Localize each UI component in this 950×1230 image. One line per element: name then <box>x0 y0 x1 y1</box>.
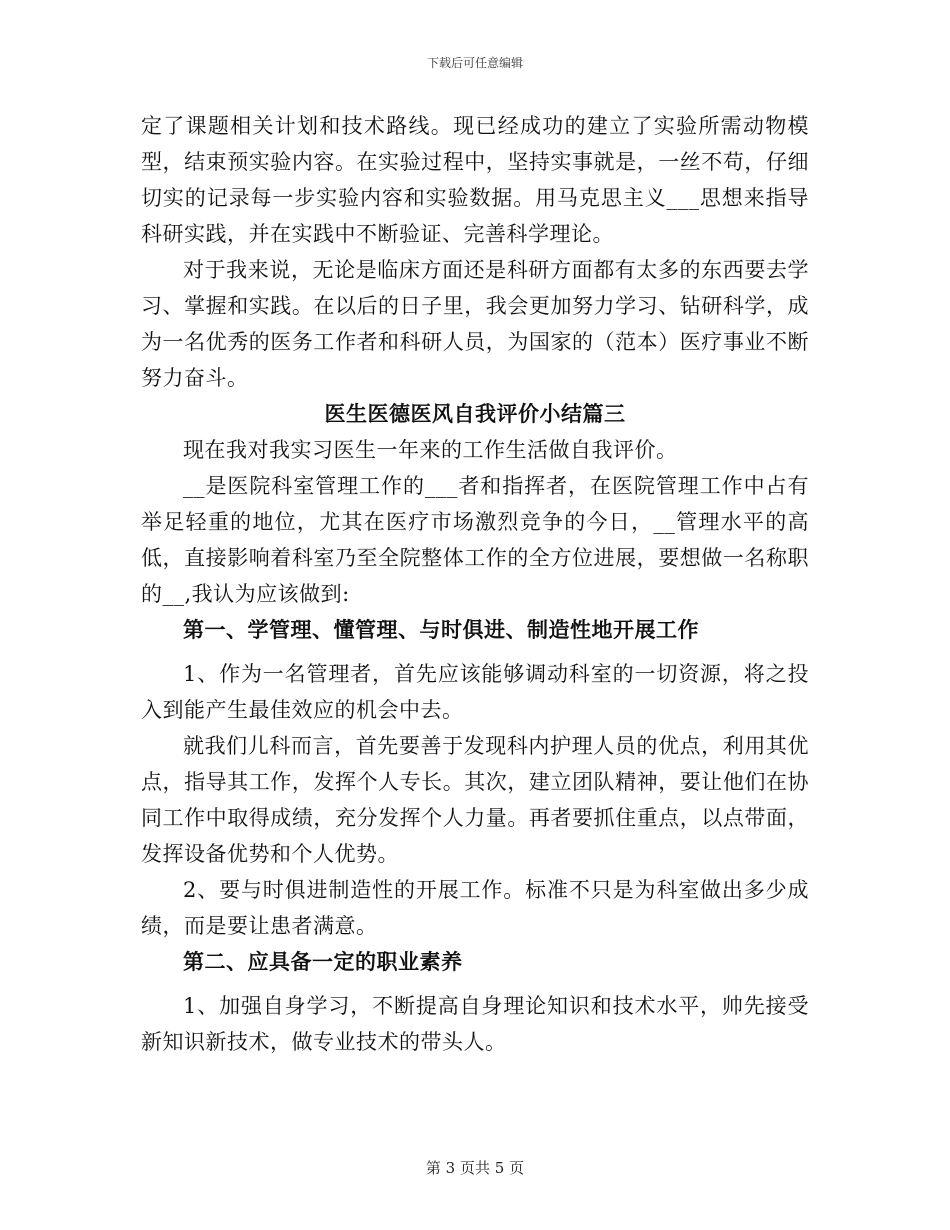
subheading: 第一、学管理、懂管理、与时俱进、制造性地开展工作 <box>183 617 699 642</box>
page-header: 下载后可任意编辑 <box>426 56 523 70</box>
page-footer: 第 3 页共 5 页 <box>425 1159 525 1177</box>
section-title: 医生医德医风自我评价小结篇三 <box>324 401 626 426</box>
paragraph: 对于我来说，无论是临床方面还是科研方面都有太多的东西要去学习、掌握和实践。在以后的日子里，我会更加努力学习、钻研科学，成为一名优秀的医务工作者和科研人员，为国家的（范本）医疗事业不断努力奋斗。 <box>141 258 809 390</box>
paragraph: 现在我对我实习医生一年来的工作生活做自我评价。 <box>183 438 678 462</box>
paragraph-continued: 定了课题相关计划和技术路线。现已经成功的建立了实验所需动物模型，结束预实验内容。在实验过程中，坚持实事就是，一丝不苟，仔细切实的记录每一步实验内容和实验数据。用马克思主义___思想来指导科研实践，并在实践中不断验证、完善科学理论。 <box>141 114 809 246</box>
paragraph: 1、作为一名管理者，首先应该能够调动科室的一切资源，将之投入到能产生最佳效应的机会中去。 <box>141 662 809 722</box>
paragraph: 2、要与时俱进制造性的开展工作。标准不只是为科室做出多少成绩，而是要让患者满意。 <box>141 878 809 938</box>
paragraph: 就我们儿科而言，首先要善于发现科内护理人员的优点，利用其优点，指导其工作，发挥个人专长。其次，建立团队精神，要让他们在协同工作中取得成绩，充分发挥个人力量。再者要抓住重点，以点带面，发挥设备优势和个人优势。 <box>141 734 809 866</box>
subheading: 第二、应具备一定的职业素养 <box>183 949 463 974</box>
paragraph: 1、加强自身学习，不断提高自身理论知识和技术水平，帅先接受新知识新技术，做专业技术的带头人。 <box>141 994 809 1054</box>
document-body <box>141 108 809 1060</box>
paragraph: __是医院科室管理工作的___者和指挥者，在医院管理工作中占有举足轻重的地位，尤其在医疗市场激烈竞争的今日，__管理水平的高低，直接影响着科室乃至全院整体工作的全方位进展，要想做一名称职的__,我认为应该做到: <box>141 474 809 606</box>
